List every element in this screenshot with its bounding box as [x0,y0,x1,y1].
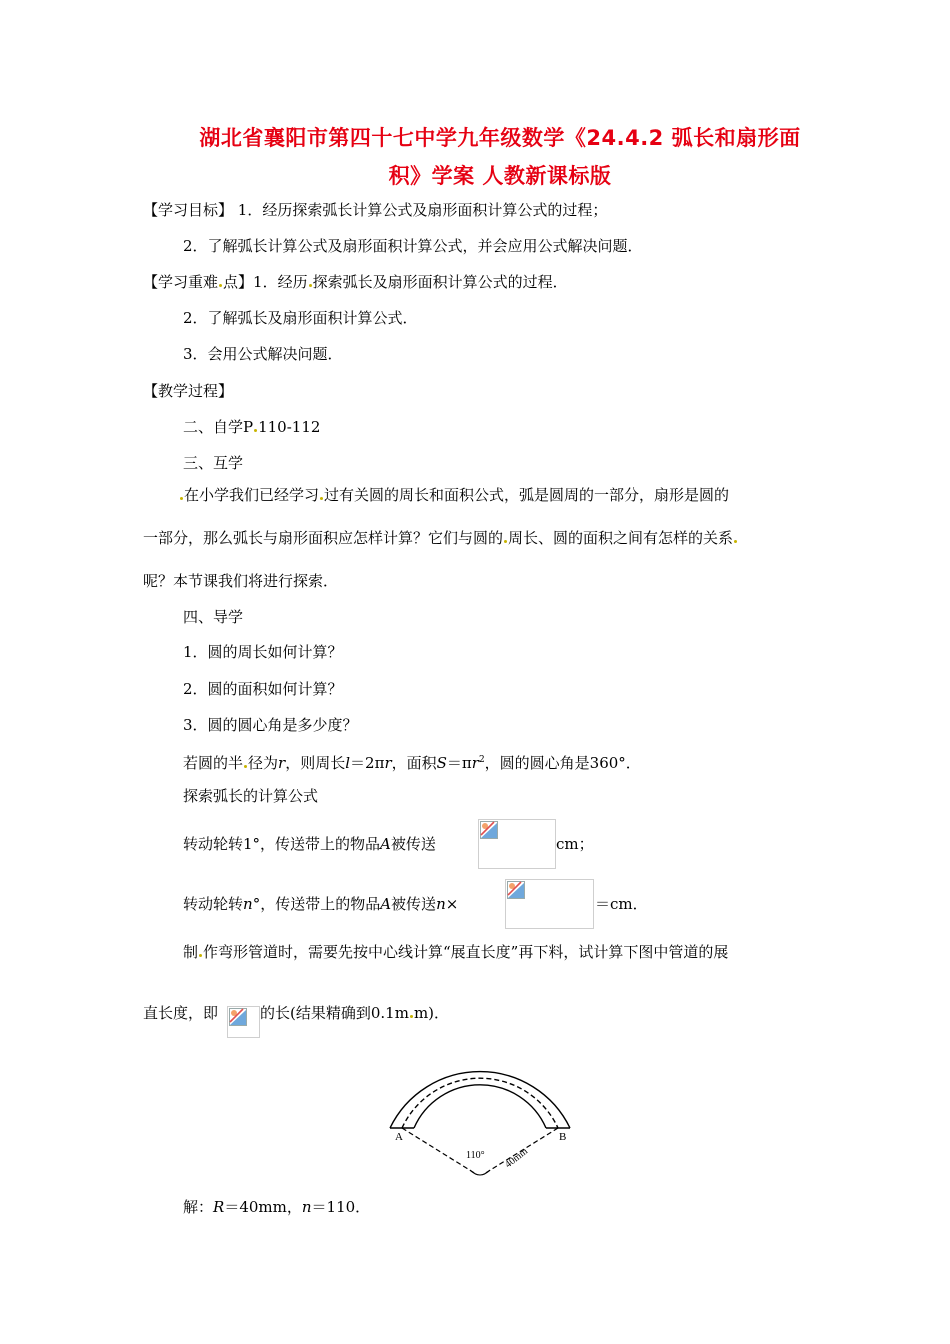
var-n: n [301,1198,312,1216]
solution-line [183,1197,370,1217]
para3: 呢？本节课我们将进行探索． [143,572,339,590]
radius-f: ＝π [446,754,472,772]
exponent: 2 [478,755,485,765]
mutual-heading: 三、互学 [183,454,244,472]
mark-dot-icon [504,540,507,543]
arc-image-placeholder [227,1006,260,1038]
broken-image-icon [229,1008,247,1026]
document-title-line1: 湖北省襄阳市第四十七中学九年级数学《24.4.2 弧长和扇形面 [199,126,801,150]
var-r: r [471,754,479,772]
document-title-line2: 积》学案 人教新课标版 [388,164,612,188]
formula-image-placeholder [478,819,556,869]
rot1-b: 被传送 [390,835,436,853]
solution-b: ＝40mm， [224,1198,302,1216]
pipe-arc-figure [380,1058,580,1188]
var-a: A [380,895,392,913]
keypoints-line1 [143,272,568,292]
radius-b: 径为 [248,754,279,772]
radius-a: 若圆的半 [183,754,244,772]
radius-formula-line [183,750,641,773]
pipe-line2-a: 直长度，即 [143,1004,219,1022]
var-r: r [278,754,286,772]
broken-image-icon [480,821,498,839]
solution-c: ＝110． [311,1198,371,1216]
radius-g: ，圆的圆心角是360°． [484,754,641,772]
var-l: l [345,754,351,772]
rotn-result: ＝cm． [595,895,648,913]
question-2: 2．圆的面积如何计算？ [183,680,343,698]
selfstudy-line [183,417,320,437]
mark-dot-icon [734,540,737,543]
pipe-line1 [183,942,728,962]
mark-dot-icon [320,497,323,500]
process-label: 【教学过程】 [143,382,234,400]
keypoints-item3: 3．会用公式解决问题． [183,345,343,363]
mark-dot-icon [254,429,257,432]
para2-b: 周长、圆的面积之间有怎样的关系 [508,529,734,547]
radius-c: ，则周长 [285,754,346,772]
question-3: 3．圆的圆心角是多少度？ [183,716,358,734]
var-a: A [380,835,391,853]
para1-a: 在小学我们已经学习 [184,486,320,504]
goals-label: 【学习目标】 [143,201,234,219]
point-a-label: A [395,1131,403,1143]
rotation-1-line [183,834,436,854]
question-1: 1．圆的周长如何计算？ [183,643,343,661]
guide-heading: 四、导学 [183,608,244,626]
var-r-upper: R [213,1198,225,1216]
para2 [143,528,738,548]
keypoints-label-a: 【学习重难 [143,273,219,291]
pipe2-b: 的长(结果精确到0.1m [260,1004,409,1022]
var-n: n [243,895,253,913]
mark-dot-icon [309,284,312,287]
point-b-label: B [559,1131,567,1143]
var-r: r [384,754,392,772]
radius-e: ，面积 [391,754,437,772]
rotn-c: 被传送 [391,895,437,913]
solution-a: 解： [183,1198,214,1216]
times-sign: × [445,895,459,913]
mark-dot-icon [180,497,183,500]
rotn-a: 转动轮转 [183,895,244,913]
para2-a: 一部分，那么弧长与扇形面积应怎样计算？它们与圆的 [143,529,504,547]
explore-heading: 探索弧长的计算公式 [183,787,319,805]
mark-dot-icon [219,284,222,287]
rotn-b: °，传送带上的物品 [252,895,381,913]
keypoints-item1-a: 1．经历 [253,273,308,291]
angle-label: 110° [466,1150,485,1161]
goals-line1 [143,200,607,220]
rot1-a: 转动轮转1°，传送带上的物品 [183,835,381,853]
pipe-line2-b [260,1003,449,1023]
keypoints-item1-b: 探索弧长及扇形面积计算公式的过程． [312,273,568,291]
keypoints-item2: 2．了解弧长及扇形面积计算公式． [183,309,418,327]
radius-d: ＝2π [350,754,385,772]
pipe1-a: 制 [183,943,199,961]
para1 [179,485,729,505]
mark-dot-icon [410,1015,413,1018]
keypoints-label-b: 点】 [223,273,254,291]
var-n: n [436,895,446,913]
goals-item1: 1．经历探索弧长计算公式及扇形面积计算公式的过程； [237,201,608,219]
radius-label: 40mm [503,1145,530,1171]
pipe2-c: m)． [413,1004,450,1022]
rot1-unit: cm； [556,835,594,853]
var-s: S [436,754,447,772]
selfstudy-b: 110-112 [258,418,321,436]
formula-image-placeholder [505,879,594,929]
broken-image-icon [507,881,525,899]
goals-item2: 2．了解弧长计算公式及扇形面积计算公式，并会应用公式解决问题． [183,237,643,255]
para1-b: 过有关圆的周长和面积公式，弧是圆周的一部分，扇形是圆的 [324,486,730,504]
mark-dot-icon [199,954,202,957]
selfstudy-a: 二、自学P [183,418,254,436]
pipe1-b: 作弯形管道时，需要先按中心线计算“展直长度”再下料，试计算下图中管道的展 [203,943,729,961]
mark-dot-icon [244,765,247,768]
rotation-n-line [183,894,458,914]
